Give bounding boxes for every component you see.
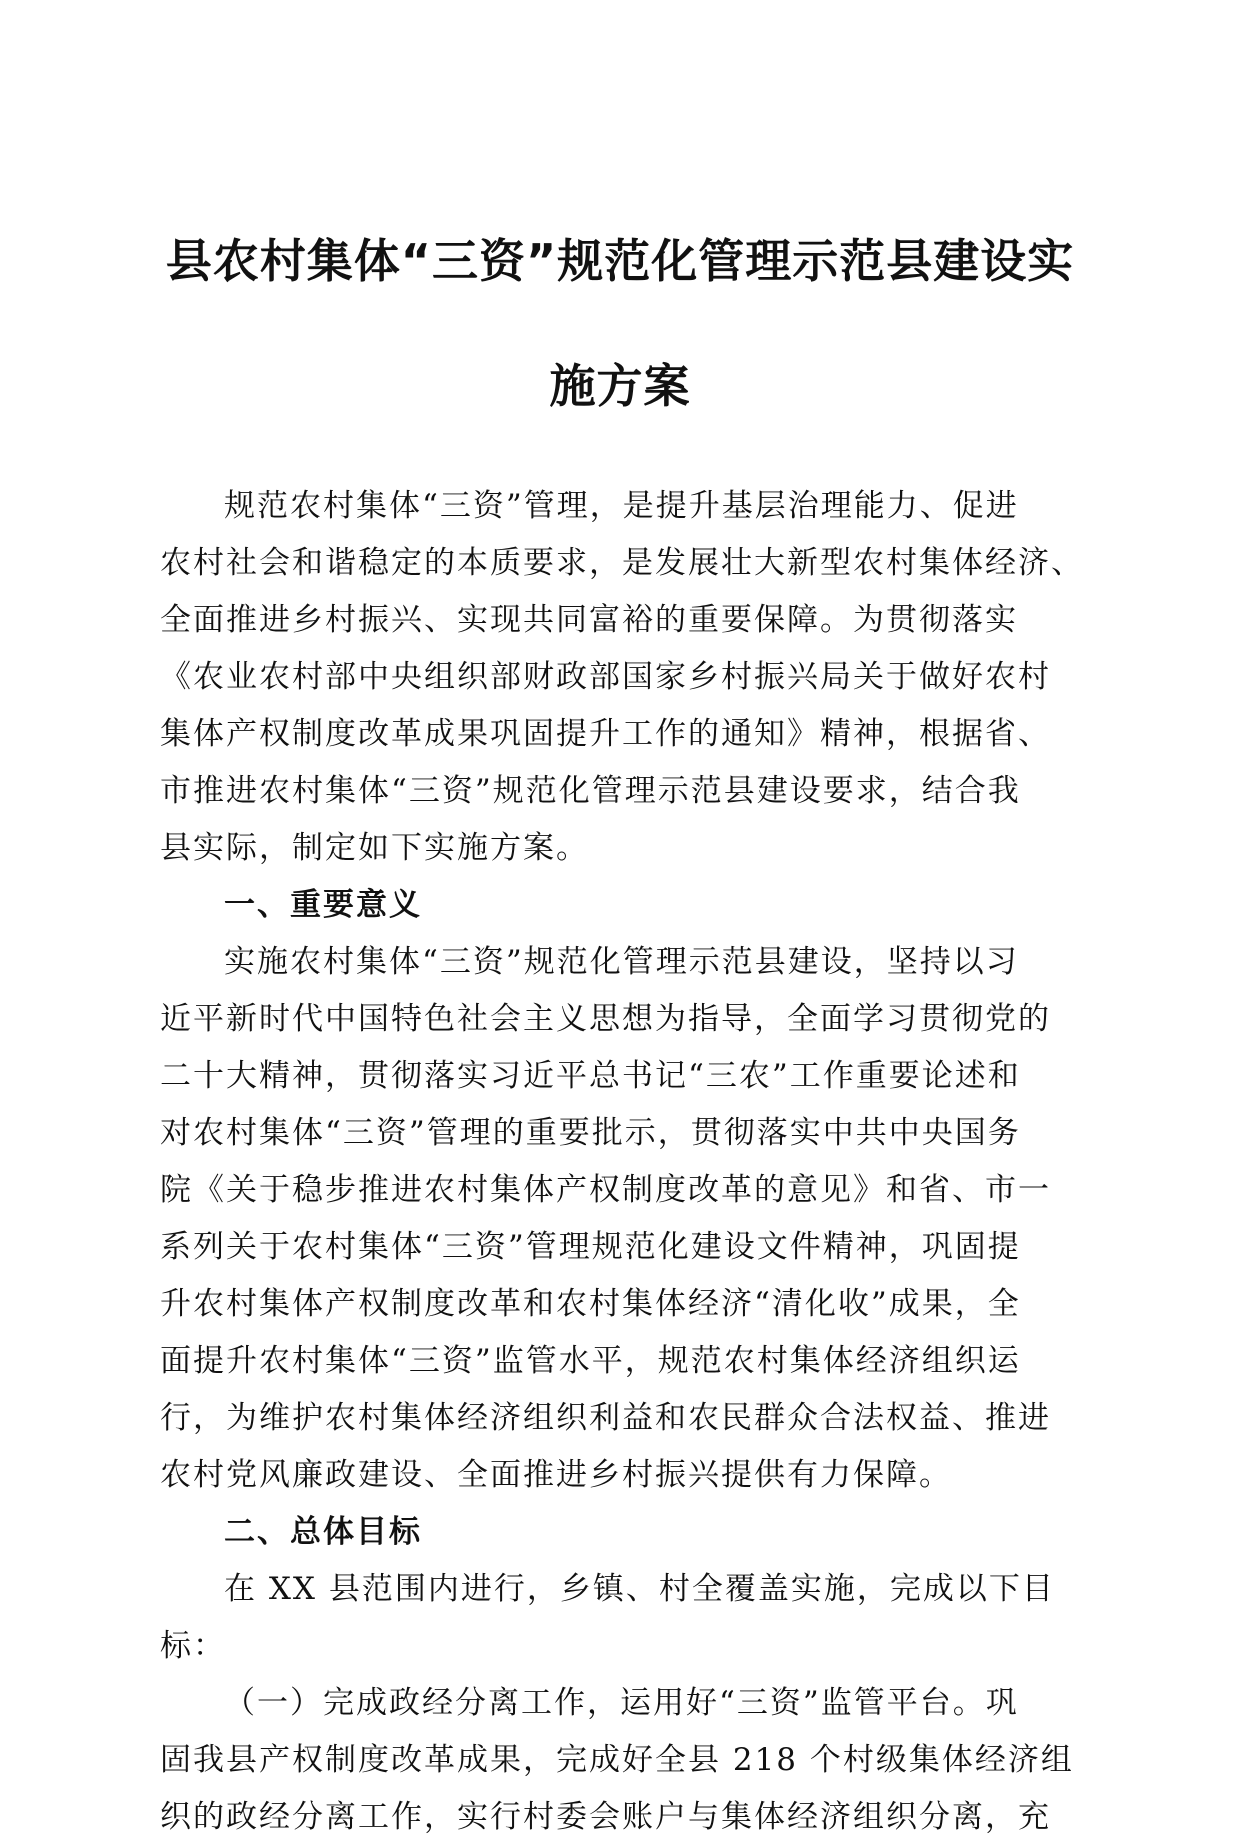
paragraph-line: 织的政经分离工作，实行村委会账户与集体经济组织分离，充 bbox=[160, 1799, 1051, 1835]
paragraph-line: 系列关于农村集体“三资”管理规范化建设文件精神，巩固提 bbox=[160, 1229, 1021, 1265]
paragraph-line: 《农业农村部中央组织部财政部国家乡村振兴局关于做好农村 bbox=[160, 659, 1051, 695]
paragraph-line: 行，为维护农村集体经济组织利益和农民群众合法权益、推进 bbox=[160, 1400, 1051, 1436]
paragraph-line: 在 XX 县范围内进行，乡镇、村全覆盖实施，完成以下目 bbox=[224, 1571, 1055, 1607]
paragraph-line: 规范农村集体“三资”管理，是提升基层治理能力、促进 bbox=[224, 488, 1019, 524]
paragraph-line: 市推进农村集体“三资”规范化管理示范县建设要求，结合我 bbox=[160, 773, 1021, 809]
section-heading: 二、总体目标 bbox=[224, 1514, 422, 1550]
paragraph-line: （一）完成政经分离工作，运用好“三资”监管平台。巩 bbox=[224, 1685, 1019, 1721]
paragraph-line: 集体产权制度改革成果巩固提升工作的通知》精神，根据省、 bbox=[160, 716, 1051, 752]
document-title-line-2: 施方案 bbox=[549, 359, 691, 413]
section-heading: 一、重要意义 bbox=[224, 887, 422, 923]
paragraph-line: 实施农村集体“三资”规范化管理示范县建设，坚持以习 bbox=[224, 944, 1019, 980]
paragraph-line: 县实际，制定如下实施方案。 bbox=[160, 830, 589, 866]
paragraph-line: 农村党风廉政建设、全面推进乡村振兴提供有力保障。 bbox=[160, 1457, 952, 1493]
paragraph-line: 对农村集体“三资”管理的重要批示，贯彻落实中共中央国务 bbox=[160, 1115, 1021, 1151]
paragraph-line: 升农村集体产权制度改革和农村集体经济“清化收”成果，全 bbox=[160, 1286, 1021, 1322]
document-title-line-1: 县农村集体“三资”规范化管理示范县建设实 bbox=[165, 234, 1075, 288]
paragraph-line: 农村社会和谐稳定的本质要求，是发展壮大新型农村集体经济、 bbox=[160, 545, 1084, 581]
paragraph-line: 面提升农村集体“三资”监管水平，规范农村集体经济组织运 bbox=[160, 1343, 1021, 1379]
paragraph-line: 标： bbox=[160, 1628, 226, 1664]
paragraph-line: 固我县产权制度改革成果，完成好全县 218 个村级集体经济组 bbox=[160, 1742, 1074, 1778]
document-body bbox=[160, 478, 1084, 1846]
paragraph-line: 近平新时代中国特色社会主义思想为指导，全面学习贯彻党的 bbox=[160, 1001, 1051, 1037]
paragraph-line: 院《关于稳步推进农村集体产权制度改革的意见》和省、市一 bbox=[160, 1172, 1051, 1208]
paragraph-line: 全面推进乡村振兴、实现共同富裕的重要保障。为贯彻落实 bbox=[160, 602, 1018, 638]
paragraph-line: 二十大精神，贯彻落实习近平总书记“三农”工作重要论述和 bbox=[160, 1058, 1021, 1094]
